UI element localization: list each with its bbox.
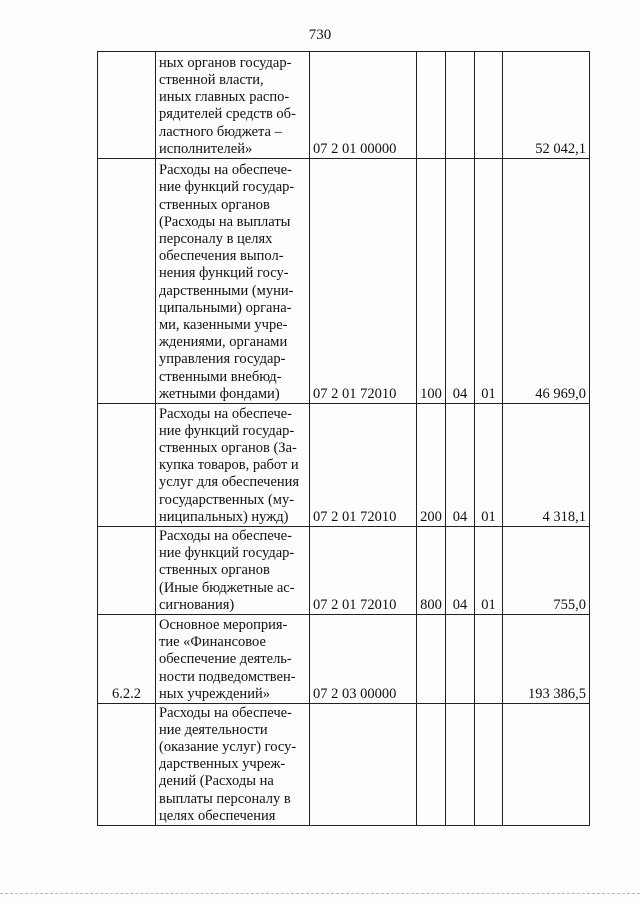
table-row (98, 704, 590, 826)
row-code-cell: 07 2 01 00000 (310, 52, 417, 159)
row-vr-cell: 200 (417, 404, 446, 527)
row-rz-cell: 04 (446, 404, 475, 527)
row-number-cell (98, 704, 156, 826)
row-rz-cell (446, 52, 475, 159)
table-row (98, 52, 590, 159)
row-code-cell: 07 2 01 72010 (310, 159, 417, 404)
table-row (98, 404, 590, 527)
row-number-cell: 6.2.2 (98, 615, 156, 704)
row-pr-cell: 01 (475, 159, 503, 404)
row-pr-cell (475, 704, 503, 826)
row-pr-cell (475, 615, 503, 704)
row-code-cell (310, 704, 417, 826)
row-code-cell: 07 2 01 72010 (310, 404, 417, 527)
row-rz-cell (446, 704, 475, 826)
row-vr-cell: 800 (417, 527, 446, 615)
row-amount-cell: 52 042,1 (503, 52, 590, 159)
row-vr-cell (417, 704, 446, 826)
row-amount-cell: 755,0 (503, 527, 590, 615)
row-name-cell: Расходы на обеспече- ние деятельности (оказание услуг) госу- дарственных учреж- дений (Расходы на выплаты персоналу в целях обеспечения (156, 704, 310, 826)
row-amount-cell (503, 704, 590, 826)
row-amount-cell: 46 969,0 (503, 159, 590, 404)
row-rz-cell (446, 615, 475, 704)
row-code-cell: 07 2 01 72010 (310, 527, 417, 615)
row-number-cell (98, 527, 156, 615)
page-number: 730 (308, 27, 332, 43)
row-pr-cell: 01 (475, 527, 503, 615)
row-vr-cell (417, 615, 446, 704)
table-row (98, 615, 590, 704)
row-vr-cell (417, 52, 446, 159)
row-vr-cell: 100 (417, 159, 446, 404)
row-pr-cell (475, 52, 503, 159)
row-number-cell (98, 404, 156, 527)
row-rz-cell: 04 (446, 527, 475, 615)
row-rz-cell: 04 (446, 159, 475, 404)
row-number-cell (98, 52, 156, 159)
row-name-cell: Основное мероприя- тие «Финансовое обеспечение деятель- ности подведомствен- ных учреждений» (156, 615, 310, 704)
table-row (98, 159, 590, 404)
row-name-cell: Расходы на обеспече- ние функций государ- ственных органов (Расходы на выплаты персоналу в целях обеспечения выпол- нения функций госу- дарственными (муни- ципальными) органа- ми, казенными учре- ждениями, органами управления государ- ственными внебюд- жетными фондами) (156, 159, 310, 404)
row-amount-cell: 4 318,1 (503, 404, 590, 527)
row-name-cell: Расходы на обеспече- ние функций государ- ственных органов (Иные бюджетные ас- сигнования) (156, 527, 310, 615)
row-amount-cell: 193 386,5 (503, 615, 590, 704)
table-row (98, 527, 590, 615)
budget-table (97, 51, 590, 826)
row-code-cell: 07 2 03 00000 (310, 615, 417, 704)
row-number-cell (98, 159, 156, 404)
row-name-cell: ных органов государ- ственной власти, иных главных распо- рядителей средств об- ластного бюджета – исполнителей» (156, 52, 310, 159)
row-name-cell: Расходы на обеспече- ние функций государ- ственных органов (За- купка товаров, работ и услуг для обеспечения государственных (му- ниципальных) нужд) (156, 404, 310, 527)
row-pr-cell: 01 (475, 404, 503, 527)
scan-edge-line (0, 893, 640, 894)
